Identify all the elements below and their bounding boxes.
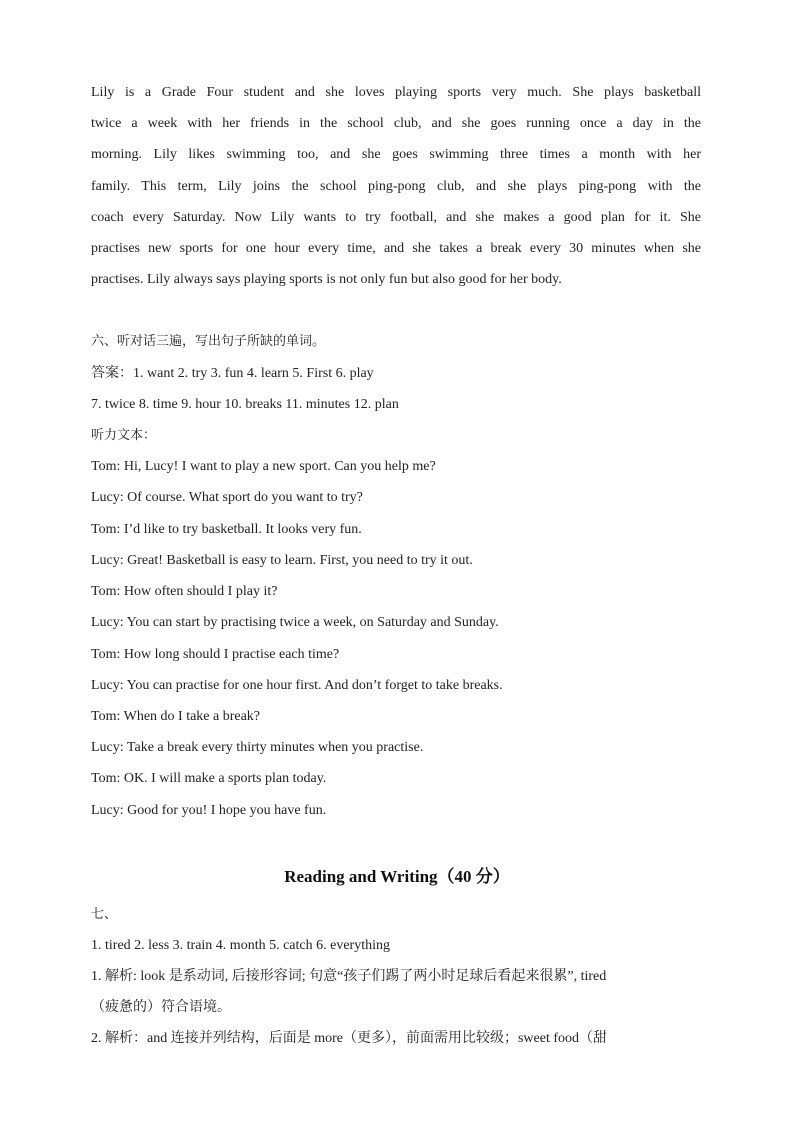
dialogue-line: Tom: When do I take a break? <box>91 709 261 724</box>
explanation-1-line-1: 1. 解析: look 是系动词, 后接形容词; 句意“孩子们踢了两小时足球后看起来很累”, tired <box>91 969 607 984</box>
passage-line-5: coach every Saturday. Now Lily wants to try football, and she makes a good plan for it. She <box>91 210 701 225</box>
dialogue-line: Tom: How long should I practise each time? <box>91 647 340 662</box>
passage-line-6: practises new sports for one hour every time, and she takes a break every 30 minutes when she <box>91 241 701 256</box>
explanation-1-line-2: （疲惫的）符合语境。 <box>91 1000 231 1015</box>
dialogue-line: Tom: OK. I will make a sports plan today. <box>91 771 327 786</box>
dialogue-line: Lucy: Good for you! I hope you have fun. <box>91 803 327 818</box>
dialogue-line: Tom: How often should I play it? <box>91 584 278 599</box>
passage-line-1: Lily is a Grade Four student and she loves playing sports very much. She plays basketball <box>91 85 701 100</box>
dialogue-line: Lucy: Great! Basketball is easy to learn. First, you need to try it out. <box>91 553 473 568</box>
listening-script-label: 听力文本： <box>91 428 157 443</box>
dialogue-line: Lucy: You can practise for one hour first. And don’t forget to take breaks. <box>91 678 503 693</box>
passage-line-2: twice a week with her friends in the school club, and she goes running once a day in the <box>91 116 701 131</box>
answer-key-line-1: 答案：1. want 2. try 3. fun 4. learn 5. First 6. play <box>91 366 374 381</box>
section-seven-answers: 1. tired 2. less 3. train 4. month 5. catch 6. everything <box>91 938 390 953</box>
passage-line-4: family. This term, Lily joins the school ping-pong club, and she plays ping-pong with the <box>91 179 701 194</box>
passage-line-3: morning. Lily likes swimming too, and she goes swimming three times a month with her <box>91 147 701 162</box>
dialogue-line: Lucy: Take a break every thirty minutes when you practise. <box>91 740 424 755</box>
dialogue-line: Lucy: Of course. What sport do you want to try? <box>91 490 363 505</box>
section-seven-title: 七、 <box>91 907 118 922</box>
dialogue-line: Lucy: You can start by practising twice a week, on Saturday and Sunday. <box>91 615 499 630</box>
passage-line-7: practises. Lily always says playing sports is not only fun but also good for her body. <box>91 272 562 287</box>
answer-key-line-2: 7. twice 8. time 9. hour 10. breaks 11. minutes 12. plan <box>91 397 399 412</box>
explanation-2-line-1: 2. 解析：and 连接并列结构，后面是 more（更多），前面需用比较级；sweet food（甜 <box>91 1031 608 1046</box>
dialogue-line: Tom: Hi, Lucy! I want to play a new sport. Can you help me? <box>91 459 436 474</box>
section-six-title: 六、听对话三遍，写出句子所缺的单词。 <box>91 334 326 349</box>
reading-writing-heading: Reading and Writing（40 分） <box>284 867 510 886</box>
dialogue-line: Tom: I’d like to try basketball. It looks very fun. <box>91 522 362 537</box>
